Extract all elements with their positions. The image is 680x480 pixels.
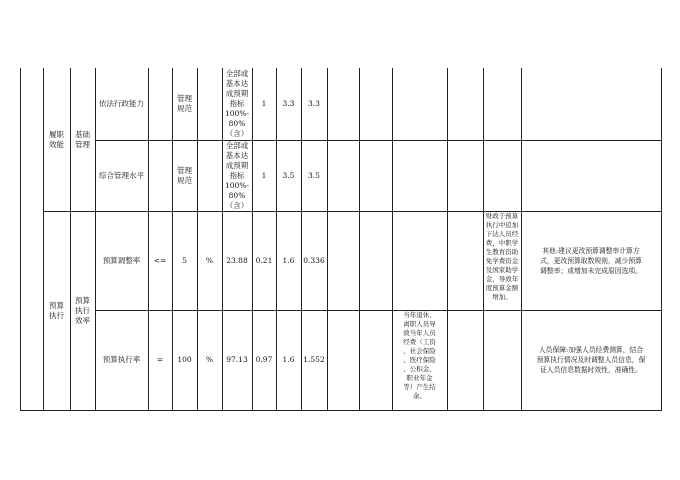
score-text: 0.336 [303,255,325,265]
row-op [148,211,172,310]
score-text: 3.5 [308,170,320,180]
actual-text: 0.97 [255,355,273,364]
grid-line [20,410,661,411]
row-weight [276,211,301,310]
row-indicator [95,211,148,310]
actual-text: 0.21 [255,255,273,265]
row-standard [222,211,252,310]
row-indicator [95,68,148,140]
row-unit [197,310,222,410]
indicator-text: 综合管理水平 [99,170,144,180]
measures-text: 其他:建议更改预算调整率计算方 式，更改预算取数规则，减少预算 调整率；或增加未完成原因选项。 [540,246,642,275]
row-unit [197,211,222,310]
level2-budget-eff-label: 预算 执行 效率 [75,295,90,325]
row-measures [521,211,661,310]
row-nature [172,68,197,140]
reason-text: 当年退休、 离职人员导 致当年人员 经费（工资 、社会保险 、医疗保险 、公积金、 职业年金 等）产生结 余。 [403,311,436,400]
actual-text: 1 [261,99,267,108]
nature-text: 管理 规范 [177,94,192,113]
row-weight [276,140,301,211]
op-text: <= [153,255,167,265]
score-text: 3.3 [308,99,320,108]
nature-text: 管理 规范 [177,165,192,185]
standard-text: 全部或 基本达 成预期 指标 100%- 80% （含） [225,140,249,210]
row-weight [276,68,301,140]
level2-budget-eff [70,211,95,410]
level1-budget-label: 预算 执行 [49,300,64,320]
unit-text: % [205,355,214,364]
row-score [301,140,327,211]
actual-text: 1 [261,170,267,180]
row-indicator [95,140,148,211]
grid-line [20,68,21,411]
level2-basic-mgmt-label: 基础 管理 [75,129,90,149]
standard-text: 全部或 基本达 成预期 指标 100%- 80% （含） [225,69,249,138]
row-indicator [95,310,148,410]
row-actual [252,310,276,410]
row-standard [222,140,252,211]
indicator-text: 依法行政能力 [99,99,144,108]
indicator-text: 预算执行率 [102,355,141,364]
row-actual [252,68,276,140]
row-target [172,211,197,310]
target-text: 100 [177,355,192,364]
row-reason [483,211,521,311]
row-weight [276,310,301,410]
weight-text: 3.5 [282,170,295,180]
row-score [301,211,327,310]
grid-line [327,68,328,411]
standard-text: 97.13 [226,355,248,364]
row-actual [252,211,276,310]
level2-basic-mgmt [70,68,95,211]
row-standard [222,310,252,410]
row-measures [521,310,661,410]
unit-text: % [205,255,214,265]
reason-text: 财政于预算 执行中追加 下达人员经 费，中职学 生教育资助 免学费资金 及国家助学 金，导致年 度预算金额 增加。 [485,212,519,301]
weight-text: 1.6 [282,255,295,265]
target-text: 5 [182,255,187,265]
grid-line [661,68,662,411]
row-score [301,310,327,410]
weight-text: 3.3 [282,99,295,108]
row-op [148,310,172,410]
row-nature [172,140,197,211]
indicator-text: 预算调整率 [102,255,141,265]
score-text: 1.552 [303,355,325,364]
row-standard [222,68,252,140]
op-text: = [156,355,164,364]
row-target [172,310,197,410]
weight-text: 1.6 [282,355,295,364]
grid-line [359,68,360,411]
row-actual [252,140,276,211]
measures-text: 人员保障:加强人员经费测算，结合 预算执行情况及时调整人员信息，保 证人员信息数据时效性，准确性。 [536,346,646,374]
level1-performance-label: 履职 效能 [49,129,64,149]
level1-performance [43,68,70,211]
level1-budget [43,211,70,410]
row-reason [392,310,447,411]
row-score [301,68,327,140]
standard-text: 23.88 [226,255,248,265]
grid-line [447,68,448,411]
